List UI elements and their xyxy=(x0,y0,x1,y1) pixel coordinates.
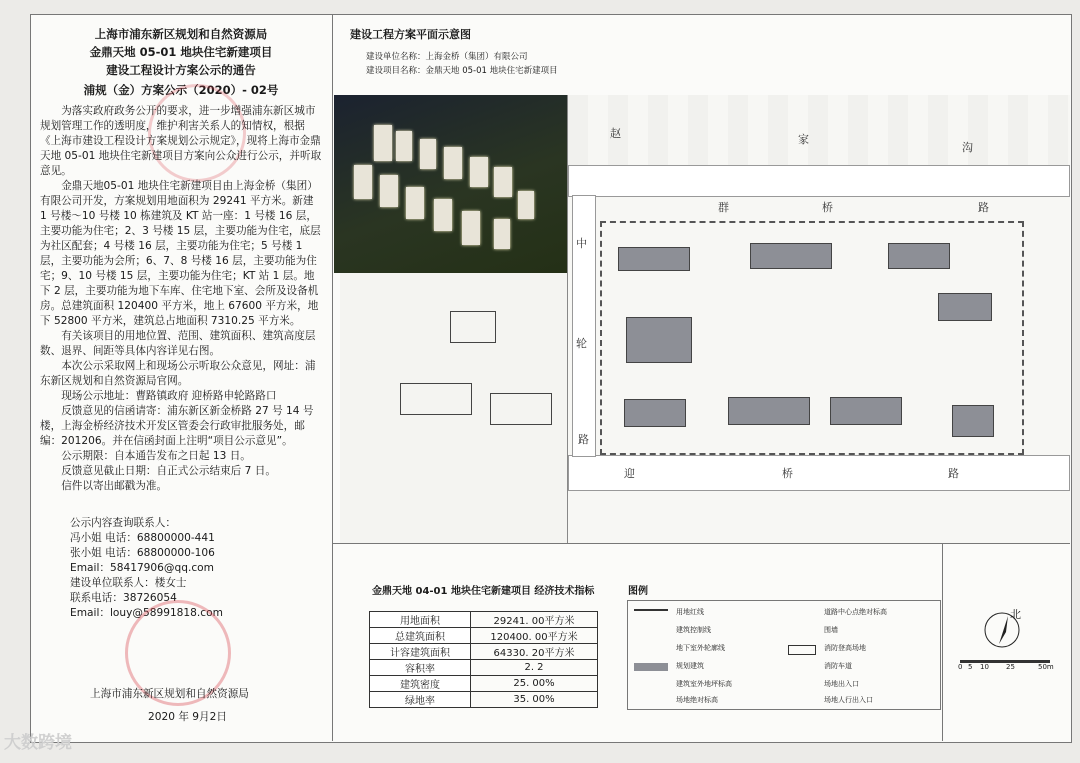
building-4 xyxy=(938,293,992,321)
legend-item: 围墙 xyxy=(824,626,838,634)
legend-item: 消防车道 xyxy=(824,662,852,670)
scale-tick: 50m xyxy=(1038,663,1054,671)
building-9 xyxy=(952,405,994,437)
road-label-lu: 路 xyxy=(978,201,989,214)
legend-item: 道路中心点绝对标高 xyxy=(824,608,887,616)
table-row xyxy=(370,628,598,644)
north-label: 北 xyxy=(1010,608,1021,621)
scale-tick: 25 xyxy=(1006,663,1015,671)
legend-item: 场地绝对标高 xyxy=(676,696,718,704)
table-row xyxy=(370,692,598,708)
legend-item: 建筑室外地坪标高 xyxy=(676,680,732,688)
road-label-qiao2: 桥 xyxy=(782,467,793,480)
indicator-table xyxy=(369,611,598,708)
legend-item: 场地出入口 xyxy=(824,680,859,688)
building-6 xyxy=(624,399,686,427)
building-1 xyxy=(618,247,690,271)
building-3 xyxy=(888,243,950,269)
table-row xyxy=(370,612,598,628)
developer-name: 建设单位名称：上海金桥（集团）有限公司 xyxy=(366,52,528,62)
south-road xyxy=(568,455,1070,491)
building-8 xyxy=(830,397,902,425)
paragraph-method: 本次公示采取网上和现场公示听取公众意见，网址：浦东新区规划和自然资源局官网。 xyxy=(40,360,316,387)
indicator-value: 25. 00% xyxy=(471,676,598,692)
paragraph-feedback: 反馈意见的信函请寄：浦东新区新金桥路 27 号 14 号楼，上海金桥经济技术开发区管委会行政审批服务处，邮编：201206。并在信函封面上注明“项目公示意见”。 xyxy=(40,405,314,447)
legend-swatch xyxy=(788,645,816,655)
legend-item: 用地红线 xyxy=(676,608,704,616)
indicator-value: 120400. 00平方米 xyxy=(471,628,598,644)
indicator-title: 金鼎天地 04-01 地块住宅新建项目 经济技术指标 xyxy=(372,586,595,597)
scale-tick: 10 xyxy=(980,663,989,671)
legend-box xyxy=(627,600,941,710)
contact-email: Email：58417906@qq.com xyxy=(70,562,214,574)
paragraph-postmark: 信件以寄出邮戳为准。 xyxy=(61,480,168,492)
indicator-value: 64330. 20平方米 xyxy=(471,644,598,660)
road-label-lu3: 路 xyxy=(948,467,959,480)
building-2 xyxy=(750,243,832,269)
table-row xyxy=(370,644,598,660)
issuer-heading: 上海市浦东新区规划和自然资源局 xyxy=(94,27,268,41)
existing-building-a xyxy=(400,383,472,415)
scale-divider xyxy=(942,543,943,741)
paragraph-address: 现场公示地址：曹路镇政府 迎桥路申轮路路口 xyxy=(61,390,277,402)
building-7 xyxy=(728,397,810,425)
project-name: 建设项目名称：金鼎天地 05-01 地块住宅新建项目 xyxy=(366,66,558,76)
paragraph-project: 金鼎天地05-01 地块住宅新建项目由上海金桥（集团）有限公司开发，方案规划用地面积为 29241 平方米。新建 1 号楼～10 号楼 10 栋建筑及 KT 站一座：1 号楼 16 层，主要功能为住宅；2、3 号楼 15 层，主要功能为住宅，底层为社区配套；4 号楼 16 层，主要功能为住宅；5 号楼 1 层，主要功能为会所；6、7、8 号楼 16 层，主要功能为住宅；9、10 号楼 15 层，主要功能为住宅；KT 站 1 层。地下 2 层，主要功能为地下车库、住宅地下室、会所及设备机房。总建筑面积 120400 平方米，地上 67600 平方米，地下 52800 平方米，建筑总占地面积 7310.25 平方米。 xyxy=(40,180,321,327)
legend-swatch xyxy=(634,609,668,611)
road-label-lu2: 路 xyxy=(578,433,589,446)
paragraph-period: 公示期限：自本通告发布之日起 13 日。 xyxy=(61,450,251,462)
road-label-qiao: 桥 xyxy=(822,201,833,214)
existing-building-b xyxy=(490,393,552,425)
developer-contact: 建设单位联系人：楼女士 xyxy=(70,577,187,589)
developer-email: Email：louy@58991818.com xyxy=(70,607,223,619)
aerial-rendering xyxy=(334,95,567,273)
project-heading: 金鼎天地 05-01 地块住宅新建项目 xyxy=(89,45,273,59)
indicator-key: 计容建筑面积 xyxy=(370,644,471,660)
bottom-divider xyxy=(333,543,1070,544)
notice-heading: 建设工程设计方案公示的通告 xyxy=(106,63,256,77)
paragraph-details: 有关该项目的用地位置、范围、建筑面积、建筑高度层数、退界、间距等具体内容详见右图。 xyxy=(40,330,316,357)
north-road xyxy=(568,165,1070,197)
legend-item: 建筑控制线 xyxy=(676,626,711,634)
road-label-zhong: 中 xyxy=(576,237,587,250)
indicator-value: 29241. 00平方米 xyxy=(471,612,598,628)
legend-swatch xyxy=(634,663,668,671)
road-label-jia: 家 xyxy=(798,133,809,146)
indicator-key: 用地面积 xyxy=(370,612,471,628)
developer-phone: 联系电话：38726054 xyxy=(70,592,177,604)
road-label-gou: 沟 xyxy=(962,141,973,154)
indicator-key: 容积率 xyxy=(370,660,471,676)
paragraph-deadline: 反馈意见截止日期：自正式公示结束后 7 日。 xyxy=(61,465,276,477)
watermark-text: 大数跨境 xyxy=(4,733,72,753)
legend-item: 消防登高场地 xyxy=(824,644,866,652)
indicator-value: 2. 2 xyxy=(471,660,598,676)
issue-date: 2020 年 9月2日 xyxy=(148,711,227,723)
indicator-key: 绿地率 xyxy=(370,692,471,708)
scale-tick: 5 xyxy=(968,663,973,671)
west-plan-area xyxy=(340,273,567,543)
legend-item: 场地人行出入口 xyxy=(824,696,873,704)
issuer-signature: 上海市浦东新区规划和自然资源局 xyxy=(90,688,249,700)
kt-station xyxy=(450,311,496,343)
paragraph-intro: 为落实政府政务公开的要求，进一步增强浦东新区城市规划管理工作的透明度，维护利害关系人的知情权，根据《上海市建设工程设计方案规划公示规定》，现将上海市金鼎天地 05-01 地块住宅新建项目方案向公众进行公示，并听取意见。 xyxy=(40,105,322,177)
plan-title: 建设工程方案平面示意图 xyxy=(350,28,471,41)
canal-strip xyxy=(568,95,1068,165)
road-label-ying: 迎 xyxy=(624,467,635,480)
scale-tick: 0 xyxy=(958,663,963,671)
table-row xyxy=(370,660,598,676)
notice-number: 浦规（金）方案公示（2020）- 02号 xyxy=(83,83,279,97)
site-plan xyxy=(567,95,1070,543)
contact-heading: 公示内容查询联系人： xyxy=(70,517,176,529)
legend-item: 地下室外轮廓线 xyxy=(676,644,725,652)
indicator-value: 35. 00% xyxy=(471,692,598,708)
scale-bar xyxy=(960,660,1050,663)
road-label-zhao: 赵 xyxy=(610,127,621,140)
column-divider xyxy=(332,14,333,741)
table-row xyxy=(370,676,598,692)
contact-feng: 冯小姐 电话：68800000-441 xyxy=(70,532,215,544)
notice-body xyxy=(40,104,322,494)
road-label-qun: 群 xyxy=(718,201,729,214)
clubhouse xyxy=(626,317,692,363)
road-label-lun: 轮 xyxy=(576,337,587,350)
indicator-key: 建筑密度 xyxy=(370,676,471,692)
contact-zhang: 张小姐 电话：68800000-106 xyxy=(70,547,215,559)
legend-item: 规划建筑 xyxy=(676,662,704,670)
indicator-key: 总建筑面积 xyxy=(370,628,471,644)
legend-title: 图例 xyxy=(628,586,648,597)
